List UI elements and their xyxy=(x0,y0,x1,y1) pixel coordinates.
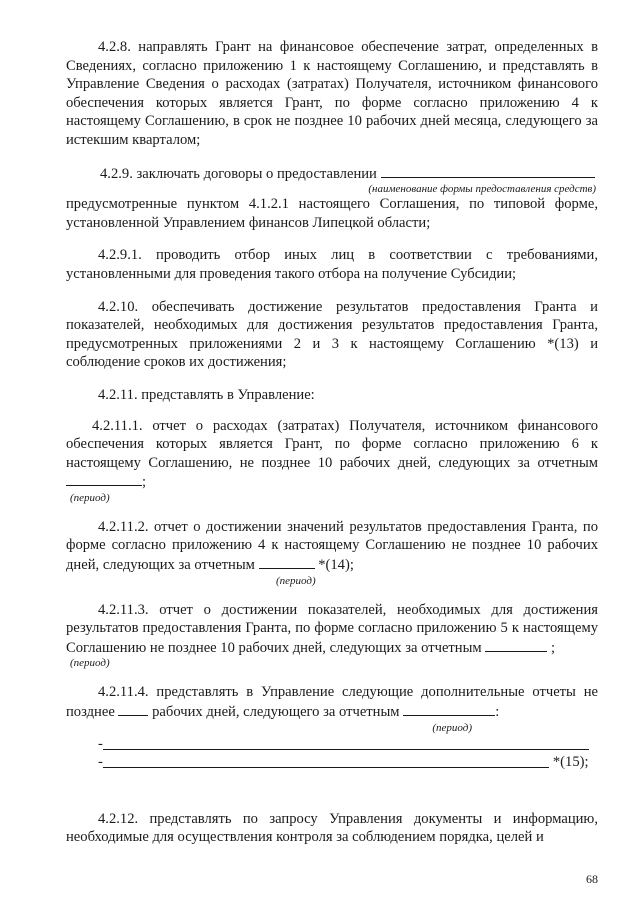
paragraph-4-2-9-lead: 4.2.9. заключать договоры о предоставлении xyxy=(100,165,377,182)
paragraph-4-2-11-2-tail: *(14); xyxy=(318,557,354,574)
paragraph-4-2-11-1 xyxy=(66,417,598,492)
blank-days[interactable] xyxy=(118,702,148,716)
hint-form-name: (наименование формы предоставления средств) xyxy=(368,183,596,196)
hint-period-4: (период) xyxy=(432,721,472,734)
blank-period-4[interactable] xyxy=(403,702,495,716)
dash-2: - xyxy=(98,754,103,771)
blank-period-3[interactable] xyxy=(485,638,547,652)
blank-period-2[interactable] xyxy=(259,555,315,569)
page-number: 68 xyxy=(586,872,598,886)
paragraph-4-2-9-rest: предусмотренные пунктом 4.1.2.1 настоящего Соглашения, по типовой форме, установленной Управлением финансов Липецкой области; xyxy=(66,196,598,231)
paragraph-4-2-11-4-line1: 4.2.11.4. представлять в Управление следующие дополнительные отчеты не xyxy=(98,684,598,701)
dash-1: - xyxy=(98,736,103,753)
paragraph-4-2-9 xyxy=(66,164,598,184)
paragraph-4-2-8: 4.2.8. направлять Грант на финансовое обеспечение затрат, определенных в Сведениях, согласно приложению 1 к настоящему Соглашению, и представлять в Управление Сведения о расходах (затратах) Получателя, источником финансового обеспечения которых является Грант, по форме согласно приложению 4 к настоящему Соглашению, в срок не позднее 10 рабочих дней месяца, следующего за истекшим кварталом; xyxy=(66,39,598,148)
hint-period-3: (период) xyxy=(70,657,110,670)
blank-form-name[interactable] xyxy=(381,164,595,178)
paragraph-4-2-11-4-line2 xyxy=(66,702,598,722)
paragraph-4-2-11-4-days-text: рабочих дней, следующего за отчетным xyxy=(152,704,400,721)
paragraph-4-2-11-3-text: 4.2.11.3. отчет о достижении показателей, необходимых для достижения результатов предоставления Гранта, по форме согласно приложению 5 к настоящему Соглашению не позднее 10 рабочих дней, следующих за отчетным xyxy=(66,601,598,656)
additional-report-line-2 xyxy=(98,754,598,772)
hint-period-2: (период) xyxy=(276,574,316,587)
paragraph-4-2-11-4-not-later: позднее xyxy=(66,704,115,721)
additional-report-tail: *(15); xyxy=(552,754,589,771)
paragraph-4-2-12: 4.2.12. представлять по запросу Управления документы и информацию, необходимые для осуществления контроля за соблюдением порядка, целей и xyxy=(66,810,598,846)
paragraph-4-2-11-1-tail: ; xyxy=(142,474,147,491)
paragraph-4-2-11-4-colon: : xyxy=(495,704,500,721)
paragraph-4-2-11-3 xyxy=(66,601,598,658)
blank-report-1[interactable] xyxy=(103,748,589,750)
paragraph-4-2-11-3-tail: ; xyxy=(550,639,556,656)
additional-report-line-1 xyxy=(98,736,598,754)
blank-report-2[interactable] xyxy=(103,766,549,768)
paragraph-4-2-9-1: 4.2.9.1. проводить отбор иных лиц в соответствии с требованиями, установленными для проведения такого отбора на получение Субсидии; xyxy=(66,247,598,282)
paragraph-4-2-11-2-text: 4.2.11.2. отчет о достижении значений результатов предоставления Гранта, по форме согласно приложению 4 к настоящему Соглашению не позднее 10 рабочих дней, следующих за отчетным xyxy=(66,518,598,574)
document-page xyxy=(66,38,598,847)
hint-period-1: (период) xyxy=(70,491,110,504)
paragraph-4-2-11: 4.2.11. представлять в Управление: xyxy=(98,386,315,403)
paragraph-4-2-10: 4.2.10. обеспечивать достижение результатов предоставления Гранта и показателей, необходимых для достижения результатов предоставления Гранта, предусмотренных приложениями 2 и 3 к настоящему Соглашению *(13) и соблюдение сроков их достижения; xyxy=(66,298,598,371)
paragraph-4-2-11-2 xyxy=(66,518,598,575)
blank-period-1[interactable] xyxy=(66,472,142,486)
paragraph-4-2-11-1-text: 4.2.11.1. отчет о расходах (затратах) Получателя, источником финансового обеспечения которых является Грант, по форме согласно приложению 6 к настоящему Соглашению, не позднее 10 рабочих дней, следующих за отчетным xyxy=(66,417,598,471)
